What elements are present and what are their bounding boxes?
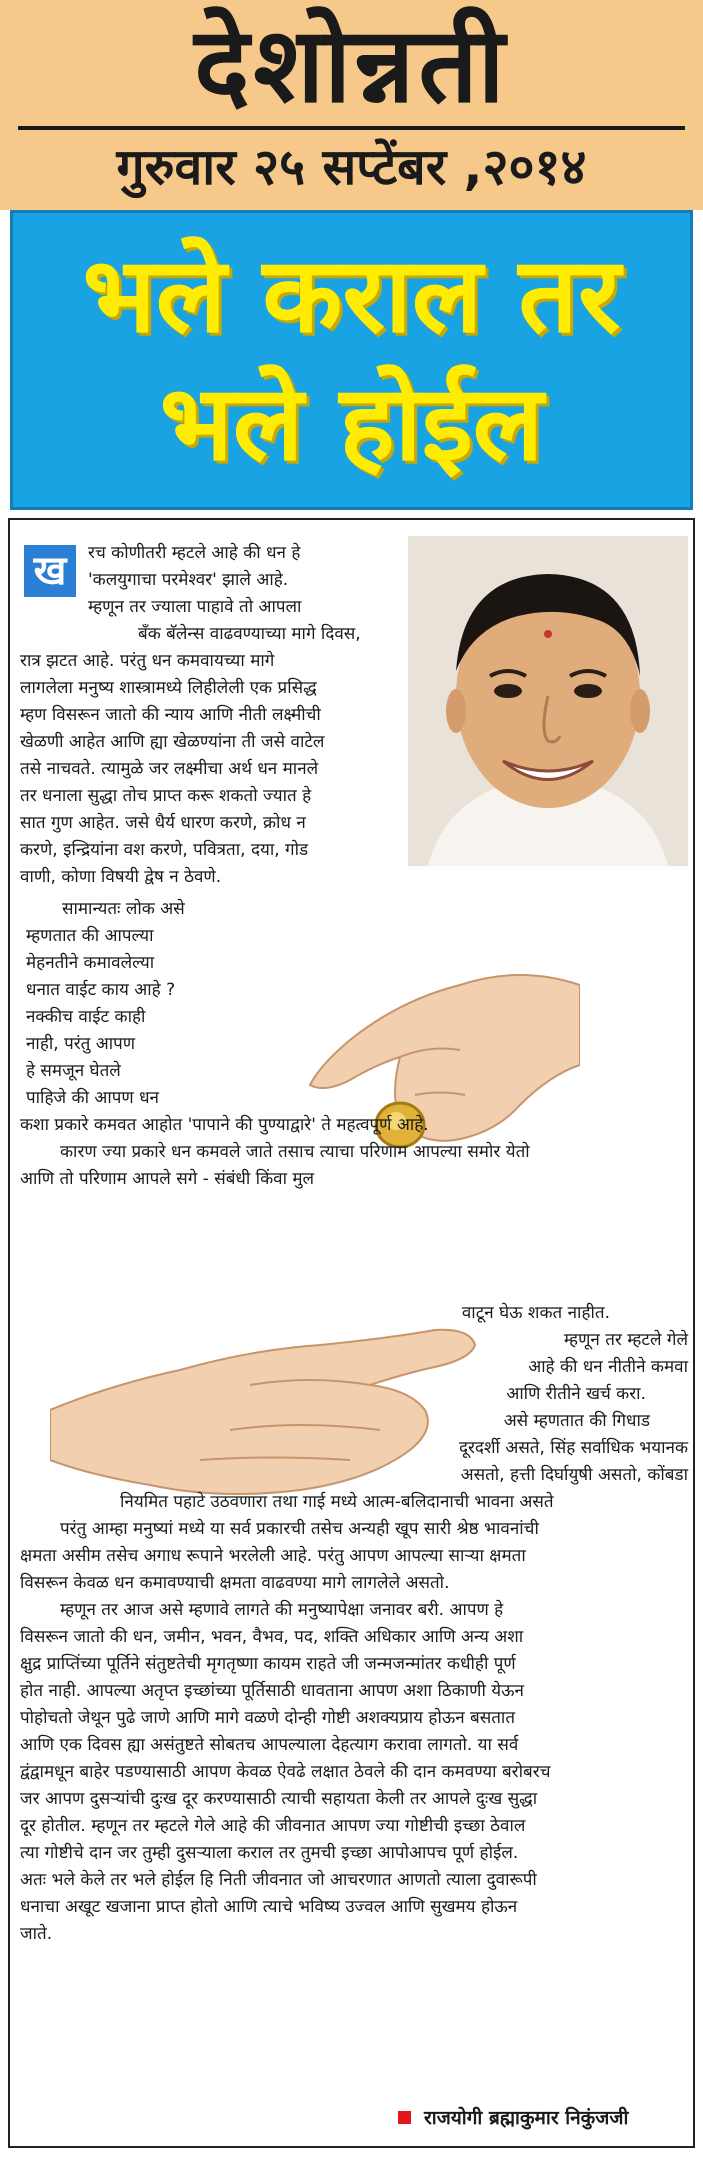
text-line: क्षमता असीम तसेच अगाध रूपाने भरलेली आहे. परंतु आपण आपल्या साऱ्या क्षमता [20,1546,526,1566]
publication-date: गुरुवार २५ सप्टेंबर ,२०१४ [116,138,587,196]
headline-line-1: भले कराल तर [82,234,621,356]
text-line: धनात वाईट काय आहे ? [26,980,176,1000]
text-line: वाटून घेऊ शकत नाहीत. [461,1303,610,1323]
text-line: विसरून जातो की धन, जमीन, भवन, वैभव, पद, शक्ति अधिकार आणि अन्य अशा [20,1627,524,1647]
text-line: क्षुद्र प्राप्तिंच्या पूर्तिने संतुष्टतेची मृगतृष्णा कायम राहते जी जन्मजन्मांतर कधीही पूर्ण [20,1654,516,1674]
text-line: मेहनतीने कमावलेल्या [26,953,155,973]
article-paragraph-3 [20,1112,688,1193]
text-line: होत नाही. आपल्या अतृप्त इच्छांच्या पूर्तिसाठी धावताना आपण अशा ठिकाणी येऊन [20,1681,524,1701]
headline [13,231,690,487]
text-line: विसरून केवळ धन कमावण्याची क्षमता वाढवण्या मागे लागलेले असतो. [20,1573,450,1593]
drop-cap: ख [24,545,76,597]
text-line: नाही, परंतु आपण [26,1034,136,1054]
text-line: दूरदर्शी असते, सिंह सर्वाधिक भयानक [458,1438,688,1458]
masthead [0,0,703,210]
text-line: लागलेला मनुष्य शास्त्रामध्ये लिहीलेली एक प्रसिद्ध [20,678,317,698]
article-paragraph-4 [300,1300,688,1489]
text-line: द्वंद्वामधून बाहेर पडण्यासाठी आपण केवळ ऐवढे लक्षात ठेवले की दान कमवण्या बरोबरच [20,1762,551,1782]
text-line: आणि रीतीने खर्च करा. [506,1384,646,1404]
text-line: म्हणून तर ज्याला पाहावे तो आपला [88,597,302,617]
article-paragraph-1 [20,648,404,891]
text-line: आणि एक दिवस ह्या असंतुष्टते सोबतच आपल्याला देहत्याग करावा लागतो. या सर्व [20,1735,519,1755]
newspaper-name: देशोन्नती [194,4,509,126]
text-line: खेळणी आहेत आणि ह्या खेळण्यांना ती जसे वाटेल [20,732,325,752]
text-line: जाते. [20,1924,53,1944]
text-line: असे म्हणतात की गिधाड [503,1411,650,1431]
text-line: बॅंक बॅलेन्स वाढवण्याच्या मागे दिवस, [138,624,361,644]
text-line: पोहोचतो जेथून पुढे जाणे आणि मागे वळणे दोन्ही गोष्टी अशक्यप्राय होऊन बसतात [20,1708,516,1728]
text-line: करणे, इन्द्रियांना वश करणे, पवित्रता, दया, गोड [20,840,309,860]
text-line: धनाचा अखूट खजाना प्राप्त होतो आणि त्याचे भविष्य उज्वल आणि सुखमय होऊन [20,1897,518,1917]
headline-box [10,210,693,510]
article-paragraph-2 [26,896,286,1112]
text-line: म्हणून तर आज असे म्हणावे लागते की मनुष्यापेक्षा जनावर बरी. आपण हे [60,1600,504,1620]
text-line: सामान्यतः लोक असे [62,899,185,919]
text-line: परंतु आम्हा मनुष्यां मध्ये या सर्व प्रकारची तसेच अन्यही खूप सारी श्रेष्ठ भावनांची [60,1519,539,1539]
text-line: तर धनाला सुद्धा तोच प्राप्त करू शकतो ज्यात हे [20,786,312,806]
masthead-divider [18,126,685,130]
text-line: म्हणतात की आपल्या [26,926,154,946]
text-line: रात्र झटत आहे. परंतु धन कमवायच्या मागे [20,651,275,671]
author-portrait-icon [408,536,688,866]
author-photo [408,536,688,866]
text-line: नियमित पहाटे उठवणारा तथा गाई मध्ये आत्म-बलिदानाची भावना असते [120,1492,554,1512]
text-line: असतो, हत्ती दिर्घायुषी असतो, कोंबडा [460,1465,688,1485]
text-line: दूर होतील. म्हणून तर म्हटले गेले आहे की जीवनात आपण ज्या गोष्टीची इच्छा ठेवाल [20,1816,526,1836]
text-line: अतः भले केले तर भले होईल हि निती जीवनात जो आचरणात आणतो त्याला दुवारूपी [20,1870,537,1890]
text-line: म्हण विसरून जातो की न्याय आणि नीती लक्ष्मीची [20,705,321,725]
article-paragraph-5 [20,1489,688,1948]
text-line: कारण ज्या प्रकारे धन कमवले जाते तसाच त्याचा परिणाम आपल्या समोर येतो [60,1142,530,1162]
author-byline: राजयोगी ब्रह्माकुमार निकुंजजी [424,2107,629,2129]
article-intro [88,540,404,648]
text-line: रच कोणीतरी म्हटले आहे की धन हे [88,543,301,563]
text-line: जर आपण दुसऱ्यांची दुःख दूर करण्यासाठी त्याची सहायता केली तर आपले दुःख सुद्धा [20,1789,538,1809]
text-line: नक्कीच वाईट काही [26,1007,146,1027]
text-line: 'कलयुगाचा परमेश्वर' झाले आहे. [88,570,289,590]
text-line: म्हणून तर म्हटले गेले [563,1330,688,1350]
text-line: कशा प्रकारे कमवत आहोत 'पापाने की पुण्याद्वारे' ते महत्वपूर्ण आहे. [20,1115,429,1135]
text-line: वाणी, कोणा विषयी द्वेष न ठेवणे. [20,867,222,887]
text-line: सात गुण आहेत. जसे धैर्य धारण करणे, क्रोध न [20,813,306,833]
text-line: त्या गोष्टीचे दान जर तुम्ही दुसऱ्याला कराल तर तुमची इच्छा आपोआपच पूर्ण होईल. [20,1843,519,1863]
headline-line-2: भले होईल [159,362,544,484]
text-line: तसे नाचवते. त्यामुळे जर लक्ष्मीचा अर्थ धन मानले [20,759,319,779]
text-line: आणि तो परिणाम आपले सगे - संबंधी किंवा मुल [20,1169,315,1189]
text-line: आहे की धन नीतीने कमवा [528,1357,688,1377]
text-line: पाहिजे की आपण धन [26,1088,159,1108]
text-line: हे समजून घेतले [26,1061,121,1081]
